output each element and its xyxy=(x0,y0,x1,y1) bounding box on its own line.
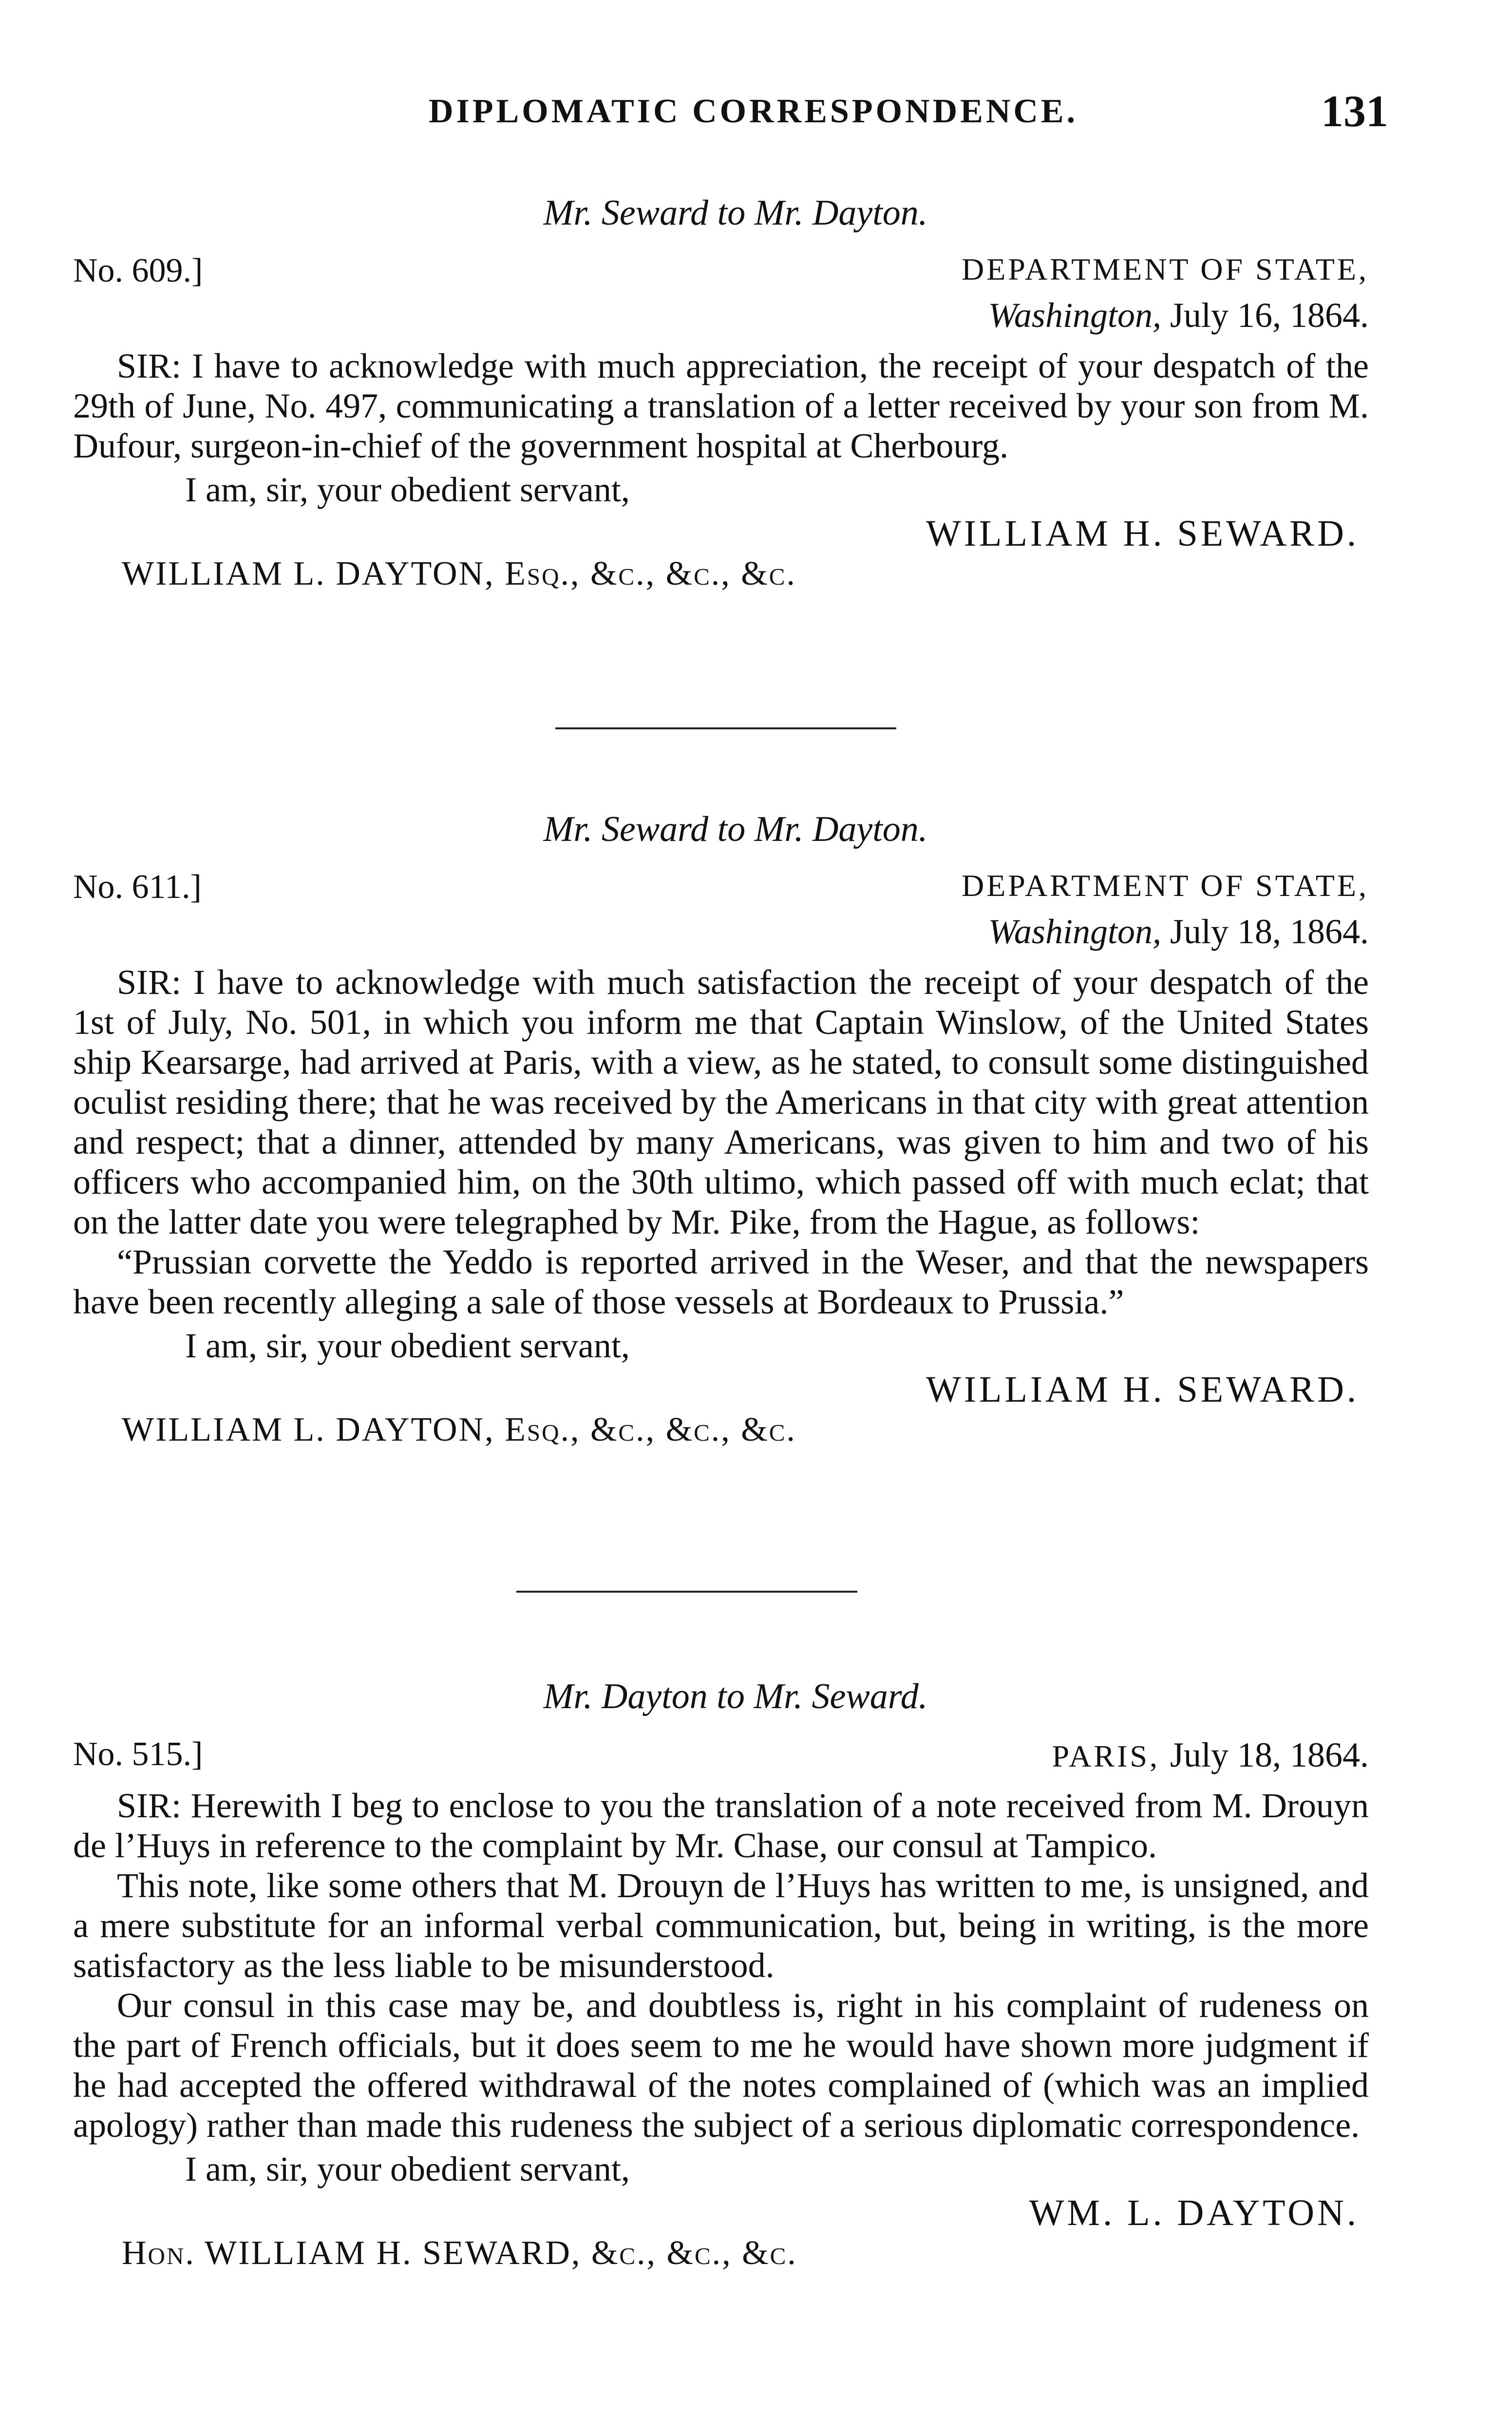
dateline-date: July 18, 1864. xyxy=(1170,912,1369,951)
letter-heading: Mr. Seward to Mr. Dayton. xyxy=(543,809,928,849)
dateline xyxy=(73,912,1369,960)
letter-609 xyxy=(73,192,1369,608)
letter-number-line xyxy=(73,868,1369,916)
despatch-number: No. 609.] xyxy=(73,252,203,289)
despatch-number: No. 515.] xyxy=(73,1735,203,1773)
letter-paragraph: Our consul in this case may be, and doubtless is, right in his complaint of rudeness on the part of French officials, but it does seem to me he would have shown more judgment if he had accepted the offered withdrawal of the notes complained of (which was an implied apology) rather than made this rudeness the subject of a serious diplomatic correspondence. xyxy=(73,1986,1369,2145)
closing: I am, sir, your obedient servant, xyxy=(185,2150,630,2189)
page-header xyxy=(429,85,1388,139)
addressee: WILLIAM L. DAYTON, Esq., &c., &c., &c. xyxy=(122,555,796,592)
section-divider xyxy=(516,1591,857,1593)
despatch-number: No. 611.] xyxy=(73,868,202,906)
letter-heading: Mr. Dayton to Mr. Seward. xyxy=(543,1676,928,1716)
closing: I am, sir, your obedient servant, xyxy=(185,470,630,509)
letter-paragraph: SIR: I have to acknowledge with much satisfaction the receipt of your despatch of the 1st of July, No. 501, in which you inform me that Captain Winslow, of the United States ship Kearsarge, had arrived at Paris, with a view, as he stated, to consult some distinguished oculist residing there; that he was received by the Americans in that city with great attention and respect; that a dinner, attended by many Americans, was given to him and two of his officers who accompanied him, on the 30th ultimo, which passed off with much eclat; that on the latter date you were telegraphed by Mr. Pike, from the Hague, as follows: xyxy=(73,963,1369,1241)
running-title: DIPLOMATIC CORRESPONDENCE. xyxy=(429,93,1078,130)
letter-heading: Mr. Seward to Mr. Dayton. xyxy=(543,193,928,233)
dateline-place: Washington, xyxy=(988,296,1161,335)
signature: WM. L. DAYTON. xyxy=(1029,2192,1359,2233)
department: DEPARTMENT OF STATE, xyxy=(961,868,1369,903)
dateline-date: July 18, 1864. xyxy=(1170,1735,1369,1774)
letter-paragraph: “Prussian corvette the Yeddo is reported arrived in the Weser, and that the newspapers have been recently alleging a sale of those vessels at Bordeaux to Prussia.” xyxy=(73,1242,1369,1321)
dateline-place: PARIS, xyxy=(1052,1739,1160,1773)
dateline-date: July 16, 1864. xyxy=(1170,296,1369,335)
signature-row xyxy=(73,2190,1369,2287)
letter-paragraph: This note, like some others that M. Drouyn de l’Huys has written to me, is unsigned, and a mere substitute for an informal verbal communication, but, being in writing, is the more satisfactory as the less liable to be misunderstood. xyxy=(73,1866,1369,1985)
page-number: 131 xyxy=(1321,86,1388,136)
dateline-paris xyxy=(1052,1735,1369,1775)
dateline-place: Washington, xyxy=(988,912,1161,951)
signature: WILLIAM H. SEWARD. xyxy=(926,513,1359,554)
addressee: Hon. WILLIAM H. SEWARD, &c., &c., &c. xyxy=(122,2234,797,2272)
letter-number-line xyxy=(73,1735,1369,1784)
letter-611 xyxy=(73,809,1369,1464)
department: DEPARTMENT OF STATE, xyxy=(961,252,1369,286)
section-divider xyxy=(555,727,896,729)
dateline xyxy=(73,295,1369,344)
signature-row xyxy=(73,1367,1369,1464)
letter-number-line xyxy=(73,251,1369,300)
letter-paragraph: SIR: Herewith I beg to enclose to you the translation of a note received from M. Drouyn de l’Huys in reference to the complaint by Mr. Chase, our consul at Tampico. xyxy=(73,1786,1369,1865)
signature-row xyxy=(73,511,1369,608)
letter-paragraph: SIR: I have to acknowledge with much appreciation, the receipt of your despatch of the 29th of June, No. 497, communicating a translation of a letter received by your son from M. Dufour, surgeon-in-chief of the government hospital at Cherbourg. xyxy=(73,346,1369,465)
addressee: WILLIAM L. DAYTON, Esq., &c., &c., &c. xyxy=(122,1411,796,1448)
signature: WILLIAM H. SEWARD. xyxy=(926,1369,1359,1410)
closing: I am, sir, your obedient servant, xyxy=(185,1326,630,1365)
letter-515 xyxy=(73,1676,1369,2287)
